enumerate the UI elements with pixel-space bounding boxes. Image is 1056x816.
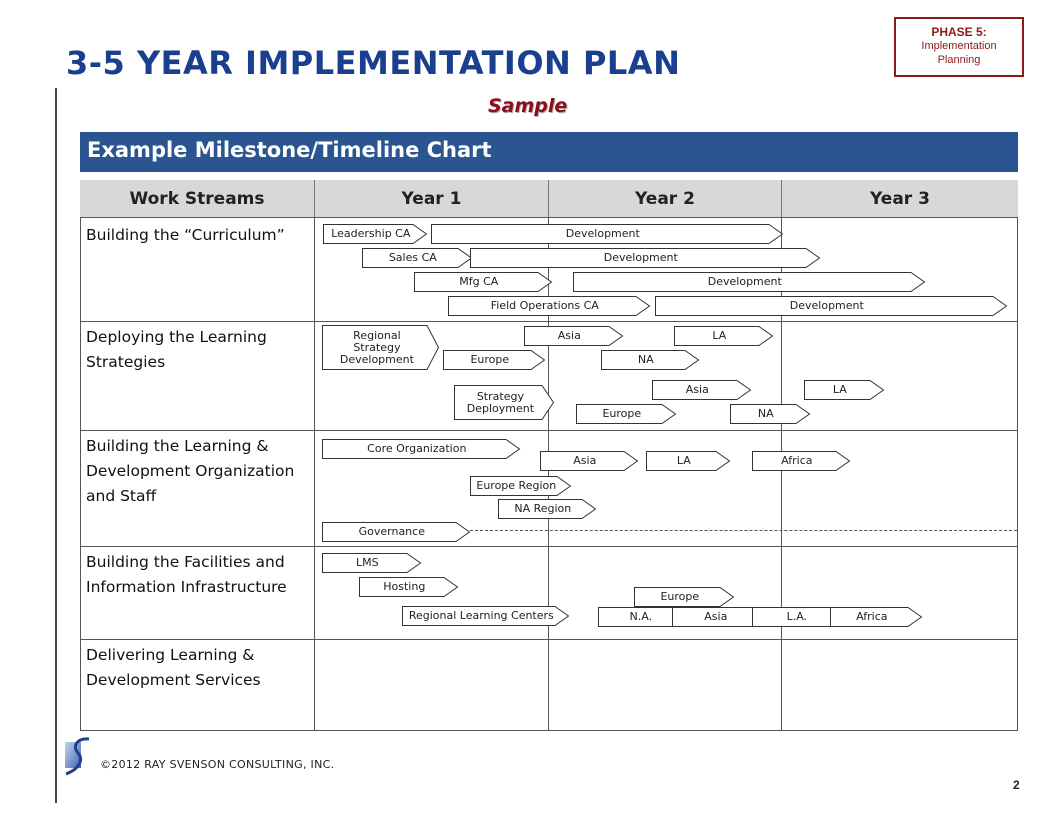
row-label-organization-staff [86,434,314,509]
milestone-label: Regional Learning Centers [408,609,554,622]
milestone-label: Development [789,299,864,312]
milestone-label: Europe [602,407,642,420]
milestone-chevron [323,224,427,244]
milestone-label: Leadership CA [331,227,411,240]
milestone-label: Europe Region [476,479,557,492]
milestone-chevron [362,248,472,268]
milestone-label: Africa [781,454,813,467]
milestone-label: L.A. [786,610,808,623]
milestone-label: Core Organization [367,442,467,455]
sample-label: Sample [488,95,568,117]
milestone-chevron [524,326,623,346]
chart-banner [80,132,1018,172]
row-label-line: Information Infrastructure [86,578,287,596]
milestone-chevron [448,296,650,316]
governance-ongoing-dashed-line [470,530,1017,531]
milestone-label: Strategy Deployment [466,389,535,415]
milestone-label: Development [603,251,678,264]
milestone-label: LA [676,454,691,467]
company-logo-icon [63,736,93,776]
row-label-line: Building the Learning & [86,437,269,455]
header-year-3: Year 3 [782,180,1018,218]
milestone-chevron [359,577,458,597]
milestone-label: Governance [358,525,425,538]
milestone-label: NA Region [514,502,572,515]
phase-subtitle-line-1: Implementation [921,40,997,52]
milestone-label: Asia [685,383,709,396]
milestone-label: LA [712,329,727,342]
row-label-line: Delivering Learning & [86,646,255,664]
left-rule [55,88,57,803]
milestone-label: Development [707,275,782,288]
phase-subtitle [896,39,1022,67]
milestone-label: Sales CA [388,251,437,264]
milestone-chevron [601,350,699,370]
milestone-chevron [498,499,596,519]
milestone-chevron [540,451,638,471]
header-work-streams: Work Streams [80,180,315,218]
milestone-chevron [752,451,850,471]
milestone-chevron [431,224,783,244]
row-label-line: Building the Facilities and [86,553,285,571]
milestone-chevron [573,272,925,292]
phase-title: PHASE 5: [931,25,987,39]
milestone-chevron [322,439,520,459]
milestone-label: Field Operations CA [490,299,599,312]
row-label-line: Strategies [86,353,166,371]
row-divider [80,546,1018,547]
milestone-label: LA [832,383,847,396]
milestone-chevron [402,606,569,626]
column-divider [548,218,549,731]
chart-banner-title: Example Milestone/Timeline Chart [87,138,492,162]
milestone-chevron [470,476,571,496]
milestone-chevron [322,553,421,573]
milestone-label: NA [637,353,654,366]
milestone-chevron [634,587,734,607]
column-divider [314,218,315,731]
milestone-label: Development [565,227,640,240]
milestone-chevron [655,296,1007,316]
milestone-label: Europe [660,590,700,603]
row-label-line: Development Organization [86,462,295,480]
milestone-chevron [443,350,545,370]
row-label-delivering-services [86,643,314,693]
header-year-2: Year 2 [549,180,782,218]
milestone-label: Europe [470,353,510,366]
milestone-label: NA [757,407,774,420]
milestone-label: Hosting [383,580,426,593]
copyright-footer: ©2012 RAY SVENSON CONSULTING, INC. [100,758,335,771]
row-divider [80,321,1018,322]
milestone-chevron [414,272,552,292]
milestone-label: Asia [704,610,728,623]
milestone-label: Asia [557,329,581,342]
row-label-curriculum [86,223,314,248]
milestone-chevron [830,607,922,627]
milestone-chevron [470,248,820,268]
column-divider [781,218,782,731]
milestone-chevron [576,404,676,424]
milestone-chevron [322,522,470,542]
phase-subtitle-line-2: Planning [937,54,981,66]
row-label-line: Building the “Curriculum” [86,226,285,244]
milestone-label: Asia [573,454,597,467]
milestone-label: Regional Strategy Development [339,328,414,366]
row-label-line: Deploying the Learning [86,328,267,346]
milestone-label: Africa [856,610,888,623]
row-label-line: Development Services [86,671,261,689]
row-label-facilities-infrastructure [86,550,314,600]
milestone-chevron [646,451,730,471]
row-label-line: and Staff [86,487,157,505]
milestone-chevron [652,380,751,400]
milestone-chevron [730,404,810,424]
milestone-label: N.A. [629,610,653,623]
milestone-label: LMS [356,556,379,569]
milestone-label: Mfg CA [459,275,499,288]
milestone-chevron [674,326,773,346]
page-title: 3-5 YEAR IMPLEMENTATION PLAN [66,44,681,82]
header-year-1: Year 1 [315,180,549,218]
phase-badge [894,17,1024,77]
row-label-learning-strategies [86,325,314,375]
row-divider [80,430,1018,431]
page-number: 2 [1013,778,1020,792]
milestone-chevron [804,380,884,400]
milestone-chevron [322,325,439,370]
milestone-chevron [454,385,554,420]
row-divider [80,639,1018,640]
